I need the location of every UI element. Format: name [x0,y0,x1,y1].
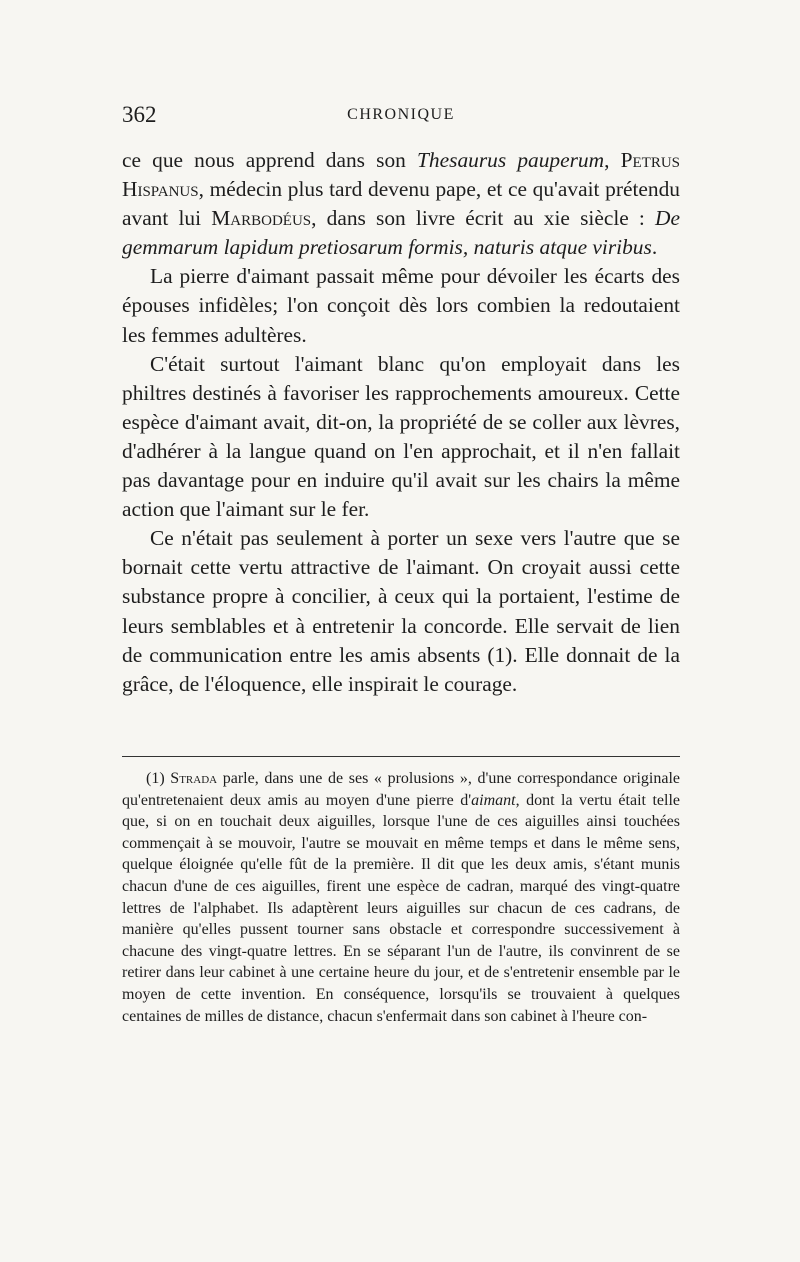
running-title: CHRONIQUE [347,106,455,123]
p1-text-2: , [604,148,621,172]
p1-text-4: , dans son livre écrit au xie siècle : [311,206,656,231]
page-header [122,102,680,132]
paragraph-2: La pierre d'aimant passait même pour dévoiler les écarts des épouses infidèles; l'on conçoit dès lors combien la redoutaient les femmes adultères. [122,264,680,347]
work-title-thesaurus: Thesaurus pauperum [417,148,605,172]
footnote-1 [122,768,680,1027]
work-title-de-gemmarum: De gemmarum lapidum pretiosarum formis, naturis atque viribus [122,206,680,260]
body-text [122,146,680,699]
p1-text-5: . [651,235,658,260]
paragraph-1 [122,146,680,262]
author-marbodeus: Marbodéus [211,206,312,231]
footnote-italic-aimant: aimant [471,791,516,809]
p1-text-3: , médecin plus tard devenu pape, et ce qu'avait prétendu avant lui [122,177,680,231]
footnote-divider [122,756,680,757]
footnote-author-strada: Strada [170,770,218,787]
paragraph-3: C'était surtout l'aimant blanc qu'on employait dans les philtres destinés à favoriser les rapprochements amoureux. Cette espèce d'aimant avait, dit-on, la propriété de se coller aux lèvres, d'adhérer à la langue quand on l'en approchait, et il n'en fallait pas davantage pour en induire qu'il avait sur les chairs la même action que l'aimant sur le fer. [122,351,680,522]
footnote-text-1: parle, dans une de ses « prolusions », d'une correspondance originale qu'entretenaient deux amis au moyen d'une pierre d' [122,770,681,809]
paragraph-4: Ce n'était pas seulement à porter un sexe vers l'autre que se bornait cette vertu attractive de l'aimant. On croyait aussi cette substance propre à concilier, à ceux qui la portaient, l'estime de leurs semblables et à entretenir la concorde. Elle servait de lien de communication entre les amis absents (1). Elle donnait de la grâce, de l'éloquence, elle inspirait le courage. [122,526,680,696]
footnote-text-2: , dont la vertu était telle que, si on en touchait deux aiguilles, lorsque l'une de ces aiguilles ainsi touchées commençait à se mouvoir, l'autre se mouvait en même temps et dans le même sens, quelque éloignée qu'elle fût de la première. Il dit que les deux amis, s'étant munis chacun d'une de ces aiguilles, firent une espèce de cadran, marqué des vingt-quatre lettres de l'alphabet. Ils adaptèrent leurs aiguilles sur chacun de ces cadrans, de manière qu'elles pussent tourner sans obstacle et correspondre successivement à chacune des vingt-quatre lettres. En se séparant l'un de l'autre, ils convinrent de se retirer dans leur cabinet à une certaine heure du jour, et de s'entretenir ensemble par le moyen de cette invention. En conséquence, lorsqu'ils se trouvaient à quelques centaines de milles de distance, chacun s'enfermait dans son cabinet à l'heure con- [122,791,681,1025]
footnote [122,768,680,1027]
page-number: 362 [122,102,157,127]
author-petrus-hispanus: Petrus Hispanus [122,148,680,202]
footnote-mark: (1) [146,770,171,787]
p1-text-1: ce que nous apprend dans son [122,148,418,172]
